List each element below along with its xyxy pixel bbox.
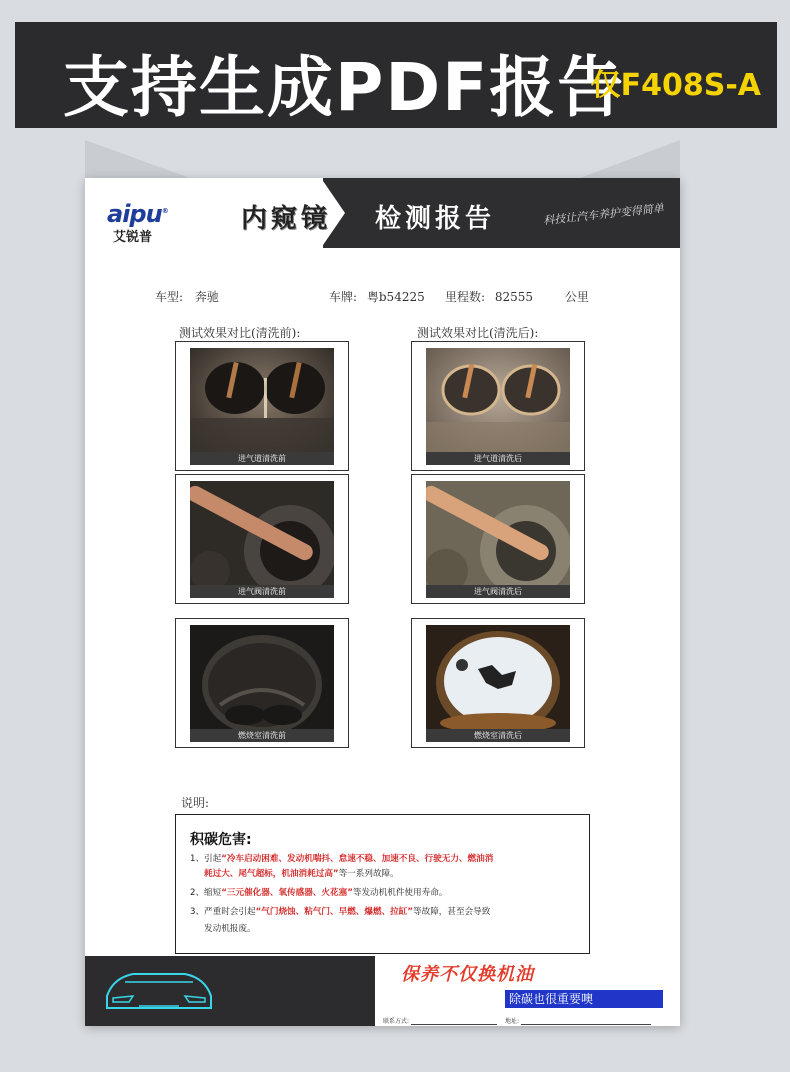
caption-valve-before: 进气阀清洗前 bbox=[190, 585, 334, 598]
mileage-label: 里程数: bbox=[445, 290, 486, 304]
after-column-header: 测试效果对比(清洗后): bbox=[417, 326, 539, 340]
contact-field bbox=[383, 1016, 497, 1025]
caption-intake-before: 进气道清洗前 bbox=[190, 452, 334, 465]
caption-chamber-before: 燃烧室清洗前 bbox=[190, 729, 334, 742]
photo-box-chamber-after bbox=[411, 618, 585, 748]
plate-field bbox=[329, 288, 425, 305]
photo-valve-before bbox=[190, 481, 334, 598]
plate-value: 粤b54225 bbox=[366, 290, 425, 304]
photo-box-intake-before bbox=[175, 341, 349, 471]
address-underline bbox=[521, 1019, 651, 1025]
banner-model-tag: 仅F408S-A bbox=[590, 68, 761, 103]
hazard-line-3-suffix: 等故障，甚至会导致 bbox=[413, 907, 491, 917]
hazard-line-3b: 发动机报废。 bbox=[204, 924, 256, 934]
footer-chevron bbox=[333, 956, 373, 1026]
hazard-line-3-prefix: 3、严重时会引起 bbox=[190, 907, 256, 917]
address-field bbox=[505, 1016, 651, 1025]
photo-valve-after bbox=[426, 481, 570, 598]
hazard-line-1-red: “冷车启动困难、发动机喘抖、怠速不稳、加速不良、行驶无力、燃油消 bbox=[221, 854, 494, 864]
mileage-value: 82555 bbox=[494, 290, 534, 304]
contact-label: 联系方式: bbox=[383, 1018, 410, 1025]
hazard-line-1b-suffix: 等一系列故障。 bbox=[338, 869, 399, 879]
report-title-endoscope: 内窥镜 bbox=[241, 204, 332, 234]
plate-label: 车牌: bbox=[329, 290, 358, 304]
hazard-line-2-suffix: 等发动机机件使用寿命。 bbox=[352, 888, 448, 898]
report-title-inspection: 检测报告 bbox=[375, 204, 496, 234]
car-icon bbox=[99, 962, 219, 1020]
hazard-line-2-prefix: 2、缩短 bbox=[190, 888, 222, 898]
photo-box-chamber-before bbox=[175, 618, 349, 748]
caption-chamber-after: 燃烧室清洗后 bbox=[426, 729, 570, 742]
photo-box-intake-after bbox=[411, 341, 585, 471]
photo-box-valve-before bbox=[175, 474, 349, 604]
page-shadow-left bbox=[85, 140, 190, 178]
hazard-title: 积碳危害: bbox=[190, 832, 252, 848]
report-slogan: 科技让汽车养护变得简单 bbox=[542, 201, 665, 228]
hazard-line-2-red: “三元催化器、氧传感器、火花塞” bbox=[221, 888, 353, 898]
car-model-label: 车型: bbox=[155, 290, 184, 304]
caption-intake-after: 进气道清洗后 bbox=[426, 452, 570, 465]
report-page bbox=[85, 178, 680, 1026]
hazard-line-3-red: “气门烧蚀、粘气门、早燃、爆燃、拉缸” bbox=[255, 907, 414, 917]
hazard-line-1b bbox=[204, 868, 399, 881]
brand-logo-text: aipu bbox=[107, 200, 162, 228]
banner-title: 支持生成PDF报告 bbox=[63, 49, 626, 126]
caption-valve-after: 进气阀清洗后 bbox=[426, 585, 570, 598]
page-shadow-right bbox=[580, 140, 680, 178]
hazard-box bbox=[175, 814, 590, 954]
hazard-line-1-prefix: 1、引起 bbox=[190, 854, 222, 864]
brand-logo bbox=[107, 200, 168, 228]
car-model-field bbox=[155, 288, 219, 305]
photo-chamber-before bbox=[190, 625, 334, 742]
brand-subtitle: 艾锐普 bbox=[113, 230, 153, 245]
hazard-line-1b-red: 耗过大、尾气超标，机油消耗过高” bbox=[204, 869, 339, 879]
mileage-field bbox=[445, 288, 589, 305]
mileage-unit: 公里 bbox=[564, 290, 589, 304]
registered-mark: ® bbox=[161, 207, 168, 215]
address-label: 地址: bbox=[505, 1018, 520, 1025]
contact-underline bbox=[411, 1019, 497, 1025]
hazard-line-3 bbox=[190, 906, 490, 919]
photo-chamber-after bbox=[426, 625, 570, 742]
note-label: 说明: bbox=[181, 796, 210, 810]
hazard-line-2 bbox=[190, 887, 447, 900]
car-model-value: 奔驰 bbox=[194, 290, 219, 304]
before-column-header: 测试效果对比(清洗前): bbox=[179, 326, 301, 340]
photo-intake-before bbox=[190, 348, 334, 465]
top-banner bbox=[15, 22, 777, 128]
photo-box-valve-after bbox=[411, 474, 585, 604]
footer-blue-bar: 除碳也很重要噢 bbox=[505, 990, 663, 1008]
hazard-line-1 bbox=[190, 853, 493, 866]
footer-slogan: 保养不仅换机油 bbox=[401, 964, 534, 985]
photo-intake-after bbox=[426, 348, 570, 465]
